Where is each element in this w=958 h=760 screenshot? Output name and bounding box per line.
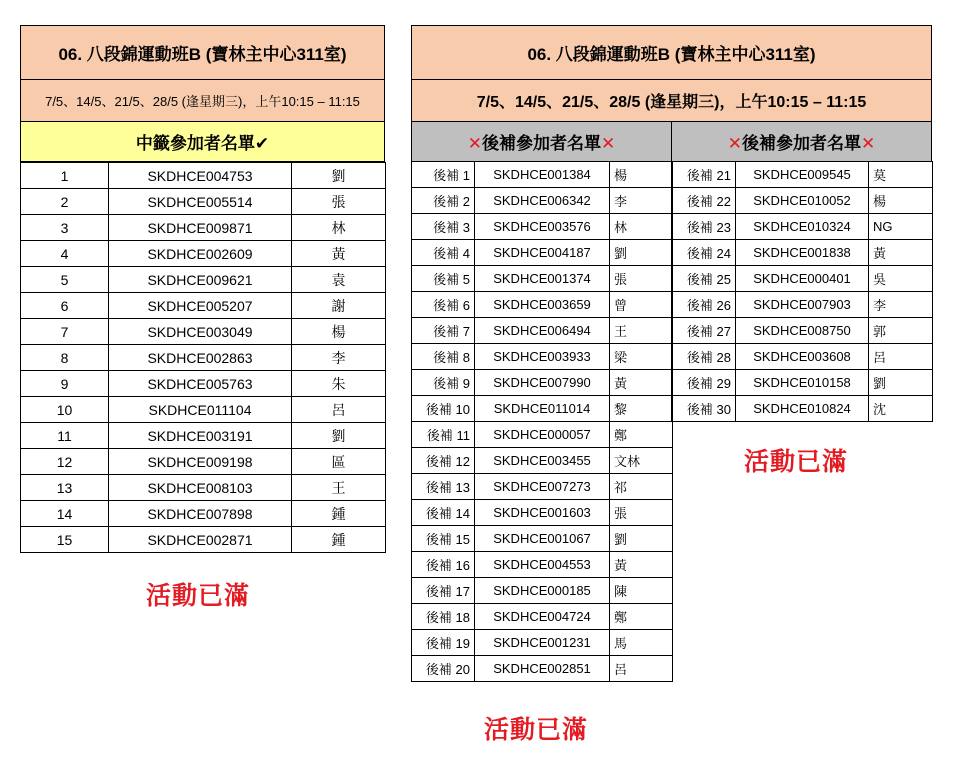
table-row	[21, 501, 386, 527]
waitlist-a-full-notice: 活動已滿	[484, 715, 589, 744]
member-surname: 楊	[292, 319, 386, 345]
table-row	[412, 422, 673, 448]
member-surname: 劉	[869, 370, 933, 396]
table-row	[412, 604, 673, 630]
member-code: SKDHCE009198	[109, 449, 292, 475]
member-code: SKDHCE007273	[475, 474, 610, 500]
member-code: SKDHCE003049	[109, 319, 292, 345]
member-surname: 朱	[292, 371, 386, 397]
table-row	[412, 474, 673, 500]
row-number: 後補 28	[672, 344, 736, 370]
member-code: SKDHCE002863	[109, 345, 292, 371]
row-number: 7	[21, 319, 109, 345]
row-number: 後補 17	[412, 578, 475, 604]
member-code: SKDHCE000401	[736, 266, 869, 292]
waitlist-b-full-notice: 活動已滿	[744, 447, 849, 476]
member-surname: 沈	[869, 396, 933, 422]
member-code: SKDHCE003576	[475, 214, 610, 240]
table-row	[21, 163, 386, 189]
row-number: 後補 21	[672, 162, 736, 188]
member-surname: NG	[869, 214, 933, 240]
row-number: 後補 18	[412, 604, 475, 630]
right-title-text: 06. 八段錦運動班B (寶林主中心311室)	[527, 45, 816, 64]
row-number: 3	[21, 215, 109, 241]
table-row	[672, 188, 933, 214]
member-surname: 鄭	[610, 604, 673, 630]
table-row	[412, 292, 673, 318]
member-code: SKDHCE010324	[736, 214, 869, 240]
member-code: SKDHCE003191	[109, 423, 292, 449]
member-code: SKDHCE004724	[475, 604, 610, 630]
member-code: SKDHCE006494	[475, 318, 610, 344]
row-number: 後補 7	[412, 318, 475, 344]
row-number: 後補 13	[412, 474, 475, 500]
row-number: 後補 11	[412, 422, 475, 448]
row-number: 後補 4	[412, 240, 475, 266]
row-number: 後補 10	[412, 396, 475, 422]
table-row	[412, 578, 673, 604]
table-row	[412, 214, 673, 240]
row-number: 8	[21, 345, 109, 371]
table-row	[412, 344, 673, 370]
table-row	[672, 266, 933, 292]
waitlist-header-a	[411, 121, 672, 162]
member-code: SKDHCE004753	[109, 163, 292, 189]
member-surname: 呂	[869, 344, 933, 370]
member-surname: 張	[610, 500, 673, 526]
member-surname: 祁	[610, 474, 673, 500]
waitlist-title-a: ✕後補參加者名單✕	[467, 134, 616, 153]
member-surname: 鄭	[610, 422, 673, 448]
table-row	[21, 397, 386, 423]
member-code: SKDHCE001838	[736, 240, 869, 266]
winner-list-title: 中籤參加者名單✔	[135, 134, 270, 153]
table-row	[672, 344, 933, 370]
member-code: SKDHCE001374	[475, 266, 610, 292]
table-row	[412, 188, 673, 214]
member-surname: 呂	[292, 397, 386, 423]
member-code: SKDHCE002871	[109, 527, 292, 553]
table-row	[21, 449, 386, 475]
member-code: SKDHCE003608	[736, 344, 869, 370]
row-number: 11	[21, 423, 109, 449]
table-row	[21, 189, 386, 215]
member-surname: 王	[292, 475, 386, 501]
table-row	[412, 370, 673, 396]
table-row	[21, 241, 386, 267]
row-number: 後補 16	[412, 552, 475, 578]
row-number: 10	[21, 397, 109, 423]
member-code: SKDHCE002851	[475, 656, 610, 682]
row-number: 後補 26	[672, 292, 736, 318]
table-row	[412, 656, 673, 682]
left-full-notice: 活動已滿	[146, 581, 251, 610]
member-surname: 王	[610, 318, 673, 344]
table-row	[412, 552, 673, 578]
table-row	[672, 162, 933, 188]
row-number: 6	[21, 293, 109, 319]
left-schedule	[20, 80, 385, 122]
row-number: 後補 23	[672, 214, 736, 240]
member-code: SKDHCE001384	[475, 162, 610, 188]
row-number: 後補 22	[672, 188, 736, 214]
member-code: SKDHCE007903	[736, 292, 869, 318]
member-code: SKDHCE004553	[475, 552, 610, 578]
member-code: SKDHCE011104	[109, 397, 292, 423]
table-row	[672, 240, 933, 266]
table-row	[412, 240, 673, 266]
table-row	[21, 215, 386, 241]
member-code: SKDHCE006342	[475, 188, 610, 214]
member-surname: 區	[292, 449, 386, 475]
member-code: SKDHCE007898	[109, 501, 292, 527]
member-surname: 劉	[292, 423, 386, 449]
winner-table	[20, 162, 386, 553]
member-code: SKDHCE005514	[109, 189, 292, 215]
right-panel	[411, 25, 932, 122]
table-row	[672, 396, 933, 422]
table-row	[21, 371, 386, 397]
member-surname: 文林	[610, 448, 673, 474]
row-number: 後補 1	[412, 162, 475, 188]
table-row	[21, 345, 386, 371]
member-code: SKDHCE007990	[475, 370, 610, 396]
member-code: SKDHCE003933	[475, 344, 610, 370]
member-surname: 黃	[869, 240, 933, 266]
member-surname: 鍾	[292, 501, 386, 527]
row-number: 後補 6	[412, 292, 475, 318]
member-surname: 楊	[610, 162, 673, 188]
member-code: SKDHCE010158	[736, 370, 869, 396]
row-number: 後補 3	[412, 214, 475, 240]
table-row	[412, 448, 673, 474]
row-number: 後補 29	[672, 370, 736, 396]
table-row	[672, 370, 933, 396]
left-panel	[20, 25, 385, 553]
table-row	[412, 526, 673, 552]
row-number: 後補 25	[672, 266, 736, 292]
member-surname: 林	[610, 214, 673, 240]
row-number: 後補 8	[412, 344, 475, 370]
member-surname: 黃	[610, 552, 673, 578]
member-surname: 郭	[869, 318, 933, 344]
member-surname: 陳	[610, 578, 673, 604]
member-surname: 劉	[610, 240, 673, 266]
row-number: 14	[21, 501, 109, 527]
waitlist-table-a	[411, 161, 673, 682]
table-row	[21, 319, 386, 345]
table-row	[412, 266, 673, 292]
waitlist-table-b	[671, 161, 933, 422]
member-code: SKDHCE008103	[109, 475, 292, 501]
left-schedule-text: 7/5、14/5、21/5、28/5 (逢星期三)，上午10:15 – 11:15	[45, 94, 360, 109]
right-schedule	[411, 80, 932, 122]
row-number: 2	[21, 189, 109, 215]
member-surname: 呂	[610, 656, 673, 682]
member-surname: 李	[292, 345, 386, 371]
member-surname: 李	[610, 188, 673, 214]
row-number: 4	[21, 241, 109, 267]
member-code: SKDHCE003659	[475, 292, 610, 318]
winner-list-header	[20, 122, 385, 162]
waitlist-header-b	[671, 121, 932, 162]
member-surname: 黎	[610, 396, 673, 422]
member-surname: 莫	[869, 162, 933, 188]
table-row	[672, 318, 933, 344]
member-surname: 吳	[869, 266, 933, 292]
member-code: SKDHCE010052	[736, 188, 869, 214]
row-number: 後補 12	[412, 448, 475, 474]
member-code: SKDHCE001231	[475, 630, 610, 656]
left-title-text: 06. 八段錦運動班B (寶林主中心311室)	[58, 45, 347, 64]
table-row	[21, 267, 386, 293]
member-surname: 曾	[610, 292, 673, 318]
row-number: 後補 14	[412, 500, 475, 526]
row-number: 後補 24	[672, 240, 736, 266]
table-row	[21, 293, 386, 319]
member-code: SKDHCE009545	[736, 162, 869, 188]
row-number: 15	[21, 527, 109, 553]
right-schedule-text: 7/5、14/5、21/5、28/5 (逢星期三)，上午10:15 – 11:15	[476, 94, 867, 111]
member-surname: 張	[292, 189, 386, 215]
member-surname: 袁	[292, 267, 386, 293]
row-number: 後補 15	[412, 526, 475, 552]
member-code: SKDHCE005207	[109, 293, 292, 319]
row-number: 1	[21, 163, 109, 189]
member-code: SKDHCE003455	[475, 448, 610, 474]
member-surname: 劉	[610, 526, 673, 552]
row-number: 13	[21, 475, 109, 501]
row-number: 12	[21, 449, 109, 475]
table-row	[412, 500, 673, 526]
member-surname: 鍾	[292, 527, 386, 553]
table-row	[672, 292, 933, 318]
row-number: 後補 19	[412, 630, 475, 656]
member-code: SKDHCE005763	[109, 371, 292, 397]
member-surname: 李	[869, 292, 933, 318]
member-code: SKDHCE010824	[736, 396, 869, 422]
member-code: SKDHCE011014	[475, 396, 610, 422]
member-code: SKDHCE008750	[736, 318, 869, 344]
row-number: 後補 9	[412, 370, 475, 396]
member-surname: 黃	[292, 241, 386, 267]
member-surname: 馬	[610, 630, 673, 656]
member-surname: 劉	[292, 163, 386, 189]
member-code: SKDHCE002609	[109, 241, 292, 267]
table-row	[412, 396, 673, 422]
row-number: 9	[21, 371, 109, 397]
member-code: SKDHCE009621	[109, 267, 292, 293]
member-code: SKDHCE000185	[475, 578, 610, 604]
row-number: 後補 30	[672, 396, 736, 422]
row-number: 後補 27	[672, 318, 736, 344]
member-code: SKDHCE001067	[475, 526, 610, 552]
table-row	[21, 423, 386, 449]
member-surname: 張	[610, 266, 673, 292]
table-row	[412, 162, 673, 188]
table-row	[672, 214, 933, 240]
row-number: 5	[21, 267, 109, 293]
member-surname: 林	[292, 215, 386, 241]
member-code: SKDHCE004187	[475, 240, 610, 266]
waitlist-title-b: ✕後補參加者名單✕	[727, 134, 876, 153]
member-surname: 謝	[292, 293, 386, 319]
member-code: SKDHCE001603	[475, 500, 610, 526]
left-title	[20, 25, 385, 80]
table-row	[21, 475, 386, 501]
right-title	[411, 25, 932, 80]
member-code: SKDHCE000057	[475, 422, 610, 448]
member-surname: 梁	[610, 344, 673, 370]
row-number: 後補 20	[412, 656, 475, 682]
row-number: 後補 5	[412, 266, 475, 292]
table-row	[412, 318, 673, 344]
table-row	[21, 527, 386, 553]
member-code: SKDHCE009871	[109, 215, 292, 241]
row-number: 後補 2	[412, 188, 475, 214]
member-surname: 黃	[610, 370, 673, 396]
member-surname: 楊	[869, 188, 933, 214]
table-row	[412, 630, 673, 656]
